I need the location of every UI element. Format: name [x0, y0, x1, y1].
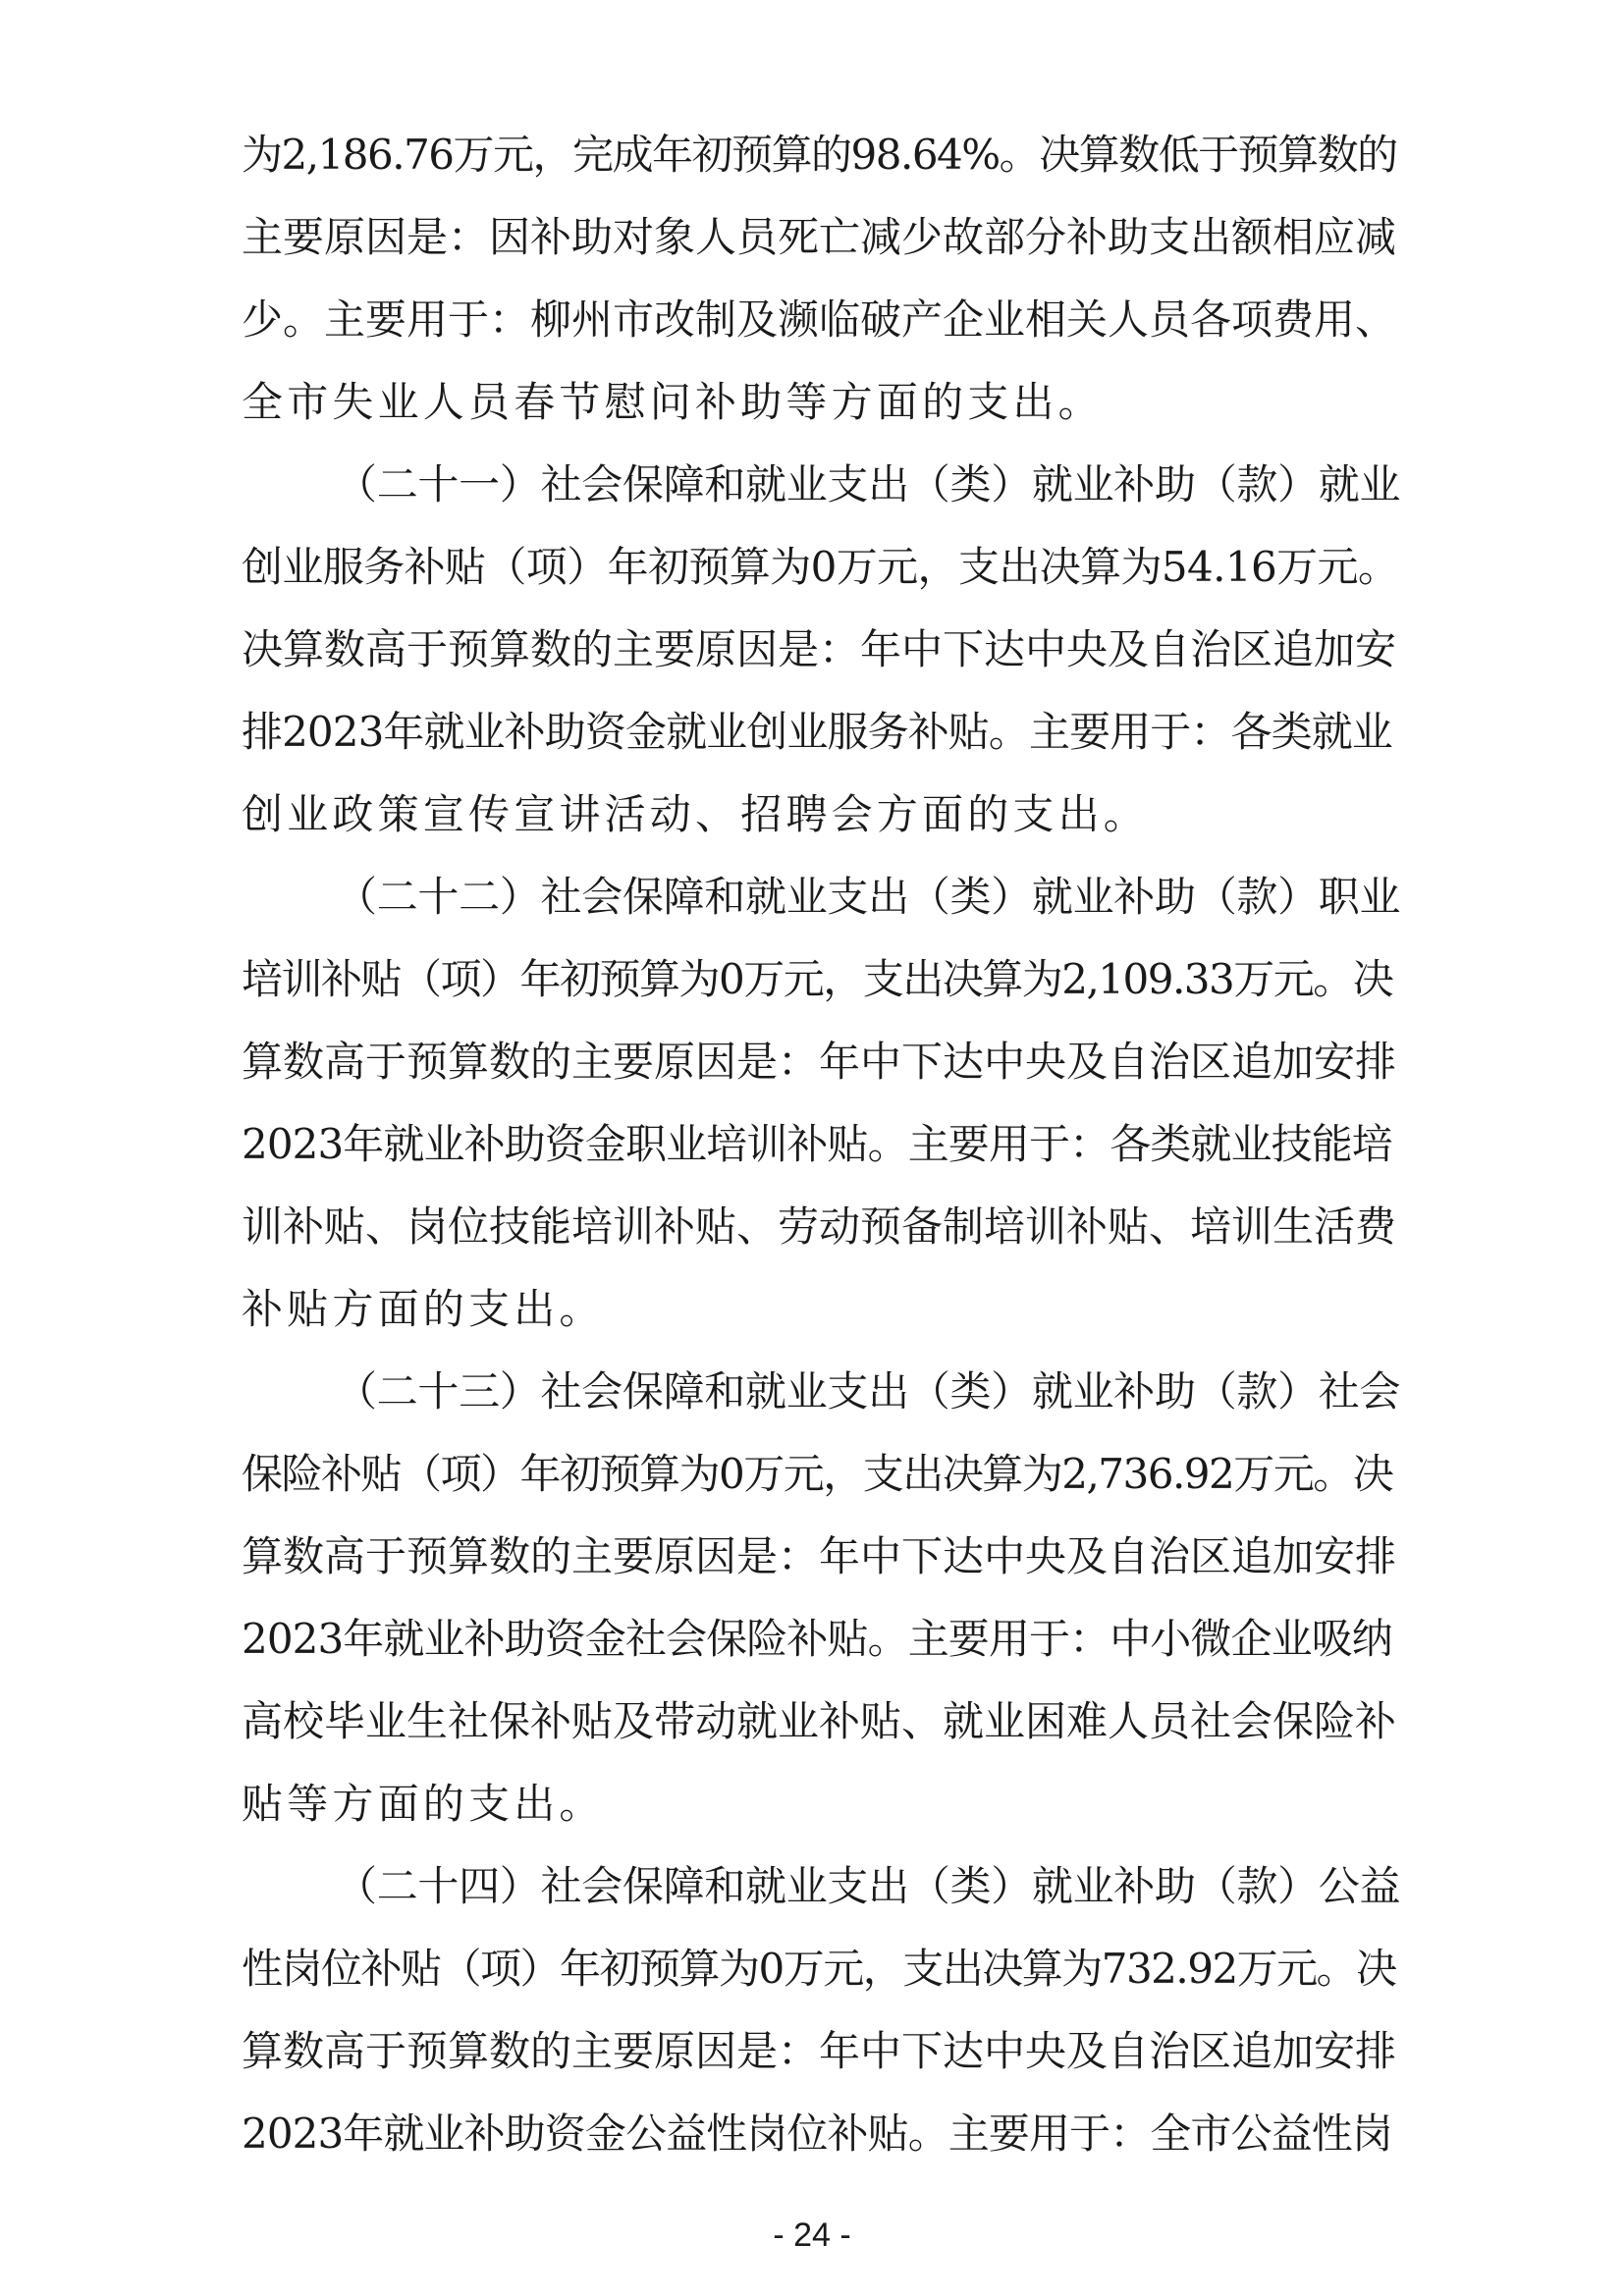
text-line: 性岗位补贴（项）年初预算为0万元，支出决算为732.92万元。决	[242, 1945, 1396, 1993]
text-line: 培训补贴（项）年初预算为0万元，支出决算为2,109.33万元。决	[242, 955, 1393, 1003]
text-line: 主要原因是：因补助对象人员死亡减少故部分补助支出额相应减	[242, 213, 1397, 261]
text-line: 全市失业人员春节慰问补助等方面的支出。	[242, 378, 1104, 426]
text-line: 算数高于预算数的主要原因是：年中下达中央及自治区追加安排	[242, 2027, 1397, 2075]
page-number: - 24 -	[773, 2216, 851, 2254]
text-line: 高校毕业生社保补贴及带动就业补贴、就业困难人员社会保险补	[242, 1697, 1397, 1745]
paragraph	[242, 444, 1400, 856]
text-line: 少。主要用于：柳州市改制及濒临破产企业相关人员各项费用、	[242, 295, 1397, 344]
text-line: 算数高于预算数的主要原因是：年中下达中央及自治区追加安排	[242, 1038, 1397, 1086]
text-line: 创业服务补贴（项）年初预算为0万元，支出决算为54.16万元。	[242, 543, 1399, 591]
text-line: 2023年就业补助资金公益性岗位补贴。主要用于：全市公益性岗	[242, 2109, 1392, 2158]
paragraph	[242, 1351, 1400, 1845]
text-line: 2023年就业补助资金职业培训补贴。主要用于：各类就业技能培	[242, 1120, 1392, 1168]
text-line: 保险补贴（项）年初预算为0万元，支出决算为2,736.92万元。决	[242, 1450, 1393, 1498]
paragraph	[242, 1845, 1400, 2175]
text-line: 贴等方面的支出。	[242, 1780, 605, 1828]
text-line: （二十四）社会保障和就业支出（类）就业补助（款）公益	[336, 1862, 1401, 1910]
text-line: （二十一）社会保障和就业支出（类）就业补助（款）就业	[336, 460, 1401, 508]
text-line: （二十三）社会保障和就业支出（类）就业补助（款）社会	[336, 1367, 1401, 1415]
text-line: 2023年就业补助资金社会保险补贴。主要用于：中小微企业吸纳	[242, 1615, 1392, 1663]
text-line: 创业政策宣传宣讲活动、招聘会方面的支出。	[242, 790, 1150, 838]
paragraph	[242, 114, 1400, 444]
text-line: 排2023年就业补助资金就业创业服务补贴。主要用于：各类就业	[242, 708, 1392, 756]
text-line: （二十二）社会保障和就业支出（类）就业补助（款）职业	[336, 873, 1401, 921]
text-line: 为2,186.76万元，完成年初预算的98.64%。决算数低于预算数的	[242, 131, 1397, 179]
text-line: 算数高于预算数的主要原因是：年中下达中央及自治区追加安排	[242, 1532, 1397, 1580]
paragraph	[242, 856, 1400, 1351]
text-line: 补贴方面的支出。	[242, 1285, 605, 1333]
document-body	[242, 114, 1400, 2175]
text-line: 训补贴、岗位技能培训补贴、劳动预备制培训补贴、培训生活费	[242, 1202, 1397, 1251]
text-line: 决算数高于预算数的主要原因是：年中下达中央及自治区追加安	[242, 625, 1397, 673]
